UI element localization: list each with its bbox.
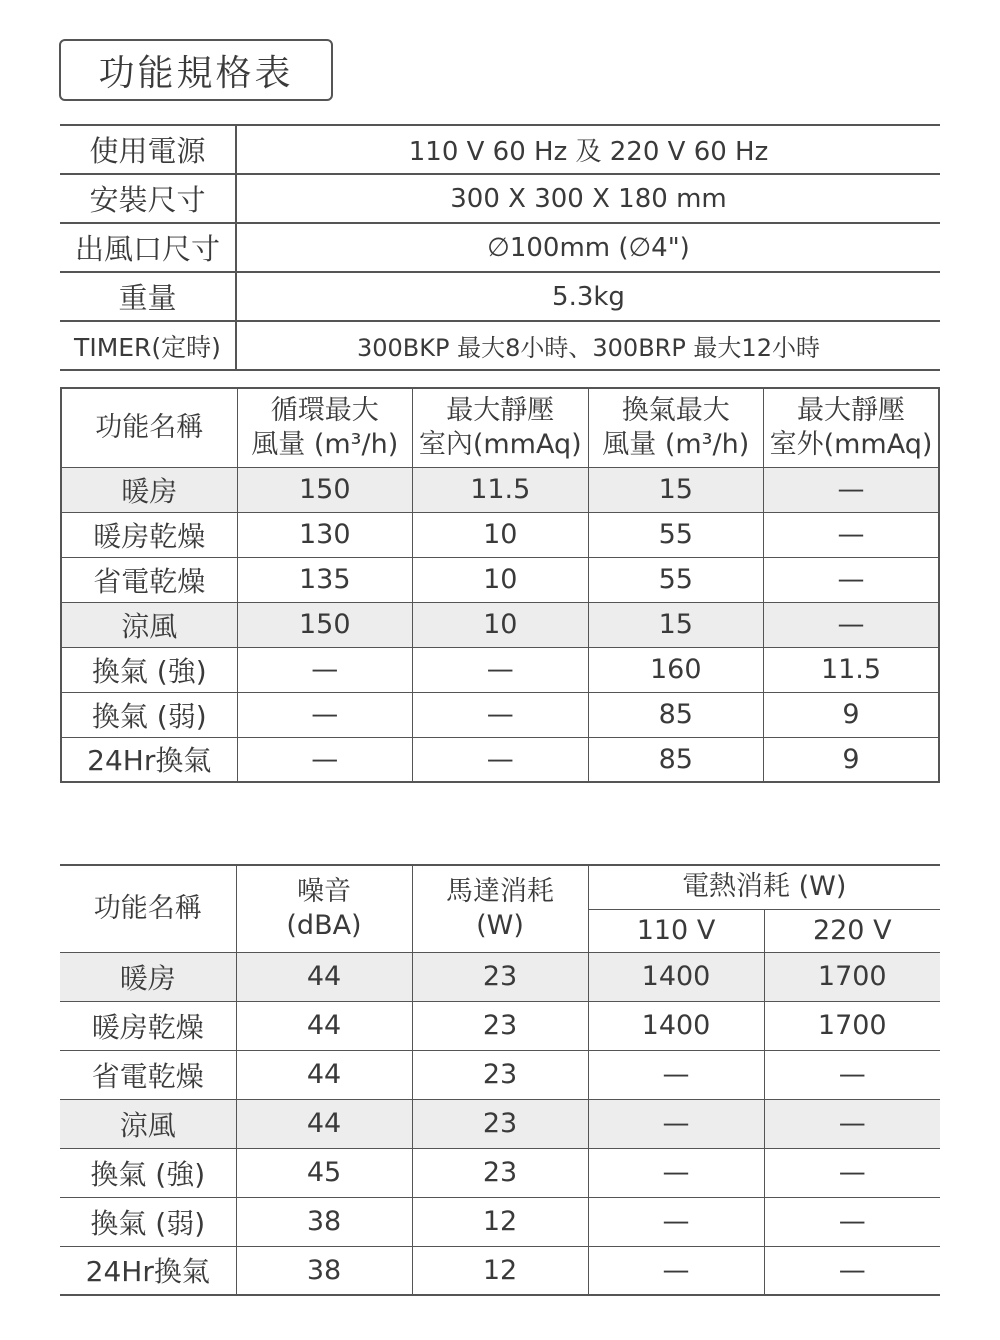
cell: 85 <box>588 737 764 782</box>
cell: 44 <box>236 1099 412 1148</box>
cell: 1400 <box>588 1001 764 1050</box>
spec-label: TIMER(定時) <box>60 321 236 370</box>
header-line: 風量 (m³/h) <box>602 428 750 460</box>
spec-row <box>60 174 940 223</box>
cell: 12 <box>412 1246 588 1295</box>
cell: 130 <box>237 512 413 557</box>
cell: 9 <box>764 692 940 737</box>
cell: 85 <box>588 692 764 737</box>
cell: — <box>764 467 940 512</box>
table-row <box>61 557 939 602</box>
cell: — <box>764 1197 940 1246</box>
header-line: 循環最大 <box>270 394 379 426</box>
cell: 55 <box>588 557 764 602</box>
header-function-name: 功能名稱 <box>61 388 237 467</box>
cell: 150 <box>237 467 413 512</box>
function-name: 換氣 (弱) <box>60 1197 236 1246</box>
spec-label: 使用電源 <box>60 125 236 174</box>
cell: 45 <box>236 1148 412 1197</box>
header-ventilation-airflow <box>588 388 764 467</box>
header-110v: 110 V <box>588 909 764 952</box>
spec-row <box>60 125 940 174</box>
cell: 10 <box>413 557 589 602</box>
header-line: 最大靜壓 <box>446 394 555 426</box>
cell: 15 <box>588 467 764 512</box>
spec-value: 110 V 60 Hz 及 220 V 60 Hz <box>236 125 940 174</box>
cell: — <box>237 737 413 782</box>
spec-label: 安裝尺寸 <box>60 174 236 223</box>
header-line: 室內(mmAq) <box>418 428 582 460</box>
table-row <box>60 1050 940 1099</box>
spec-label: 出風口尺寸 <box>60 223 236 272</box>
cell: — <box>413 647 589 692</box>
header-outdoor-static-pressure <box>764 388 940 467</box>
cell: — <box>588 1050 764 1099</box>
spec-label: 重量 <box>60 272 236 321</box>
cell: 38 <box>236 1246 412 1295</box>
function-name: 省電乾燥 <box>61 557 237 602</box>
table-row <box>60 1099 940 1148</box>
function-name: 省電乾燥 <box>60 1050 236 1099</box>
cell: — <box>764 512 940 557</box>
cell: 135 <box>237 557 413 602</box>
table-row <box>60 1246 940 1295</box>
header-heater-power: 電熱消耗 (W) <box>588 865 940 909</box>
table-row <box>60 1001 940 1050</box>
function-name: 暖房乾燥 <box>60 1001 236 1050</box>
function-name: 涼風 <box>61 602 237 647</box>
cell: 10 <box>413 512 589 557</box>
cell: — <box>764 557 940 602</box>
header-line: (dBA) <box>286 909 362 941</box>
function-name: 暖房乾燥 <box>61 512 237 557</box>
cell: 150 <box>237 602 413 647</box>
function-name: 換氣 (強) <box>61 647 237 692</box>
spec-table <box>60 124 940 371</box>
function-name: 換氣 (弱) <box>61 692 237 737</box>
table-row <box>61 737 939 782</box>
header-line: 最大靜壓 <box>797 394 905 426</box>
spec-value: 300 X 300 X 180 mm <box>236 174 940 223</box>
cell: — <box>588 1099 764 1148</box>
function-name: 暖房 <box>61 467 237 512</box>
cell: 23 <box>412 952 588 1001</box>
header-indoor-static-pressure <box>413 388 589 467</box>
cell: 44 <box>236 1050 412 1099</box>
cell: 23 <box>412 1099 588 1148</box>
page-title: 功能規格表 <box>59 39 333 101</box>
cell: — <box>588 1246 764 1295</box>
table-row <box>60 1148 940 1197</box>
cell: — <box>764 1148 940 1197</box>
cell: — <box>764 602 940 647</box>
header-line: 換氣最大 <box>621 394 730 426</box>
header-line: 馬達消耗 <box>446 875 554 907</box>
cell: 23 <box>412 1148 588 1197</box>
cell: — <box>588 1197 764 1246</box>
cell: — <box>764 1050 940 1099</box>
cell: 55 <box>588 512 764 557</box>
power-table <box>60 864 940 1296</box>
header-line: (W) <box>476 909 524 941</box>
table-row <box>61 647 939 692</box>
function-name: 24Hr換氣 <box>60 1246 236 1295</box>
cell: 23 <box>412 1001 588 1050</box>
cell: 1400 <box>588 952 764 1001</box>
cell: 10 <box>413 602 589 647</box>
function-name: 換氣 (強) <box>60 1148 236 1197</box>
header-line: 風量 (m³/h) <box>251 428 399 460</box>
cell: — <box>588 1148 764 1197</box>
cell: 12 <box>412 1197 588 1246</box>
function-name: 暖房 <box>60 952 236 1001</box>
header-220v: 220 V <box>764 909 940 952</box>
spec-row <box>60 272 940 321</box>
header-line: 噪音 <box>297 875 351 907</box>
spec-row <box>60 223 940 272</box>
spec-value: 300BKP 最大8小時、300BRP 最大12小時 <box>236 321 940 370</box>
cell: 11.5 <box>764 647 940 692</box>
cell: 23 <box>412 1050 588 1099</box>
cell: — <box>237 647 413 692</box>
function-name: 24Hr換氣 <box>61 737 237 782</box>
spec-value: ∅100mm (∅4") <box>236 223 940 272</box>
cell: — <box>764 1246 940 1295</box>
cell: — <box>237 692 413 737</box>
table-row <box>61 602 939 647</box>
header-motor-power <box>412 865 588 952</box>
cell: 1700 <box>764 1001 940 1050</box>
table-row <box>61 467 939 512</box>
header-noise <box>236 865 412 952</box>
table-row <box>60 1197 940 1246</box>
cell: 11.5 <box>413 467 589 512</box>
spec-row <box>60 321 940 370</box>
cell: 44 <box>236 1001 412 1050</box>
cell: — <box>413 737 589 782</box>
cell: 44 <box>236 952 412 1001</box>
cell: 38 <box>236 1197 412 1246</box>
table-row <box>60 952 940 1001</box>
cell: 160 <box>588 647 764 692</box>
cell: — <box>764 1099 940 1148</box>
table-row <box>61 512 939 557</box>
airflow-table <box>60 387 940 783</box>
cell: 1700 <box>764 952 940 1001</box>
cell: 9 <box>764 737 940 782</box>
header-line: 室外(mmAq) <box>769 428 933 460</box>
header-function-name: 功能名稱 <box>60 865 236 952</box>
cell: 15 <box>588 602 764 647</box>
header-circulation-airflow <box>237 388 413 467</box>
airflow-header-row <box>61 388 939 467</box>
table-row <box>61 692 939 737</box>
cell: — <box>413 692 589 737</box>
function-name: 涼風 <box>60 1099 236 1148</box>
power-header-row <box>60 865 940 909</box>
spec-value: 5.3kg <box>236 272 940 321</box>
